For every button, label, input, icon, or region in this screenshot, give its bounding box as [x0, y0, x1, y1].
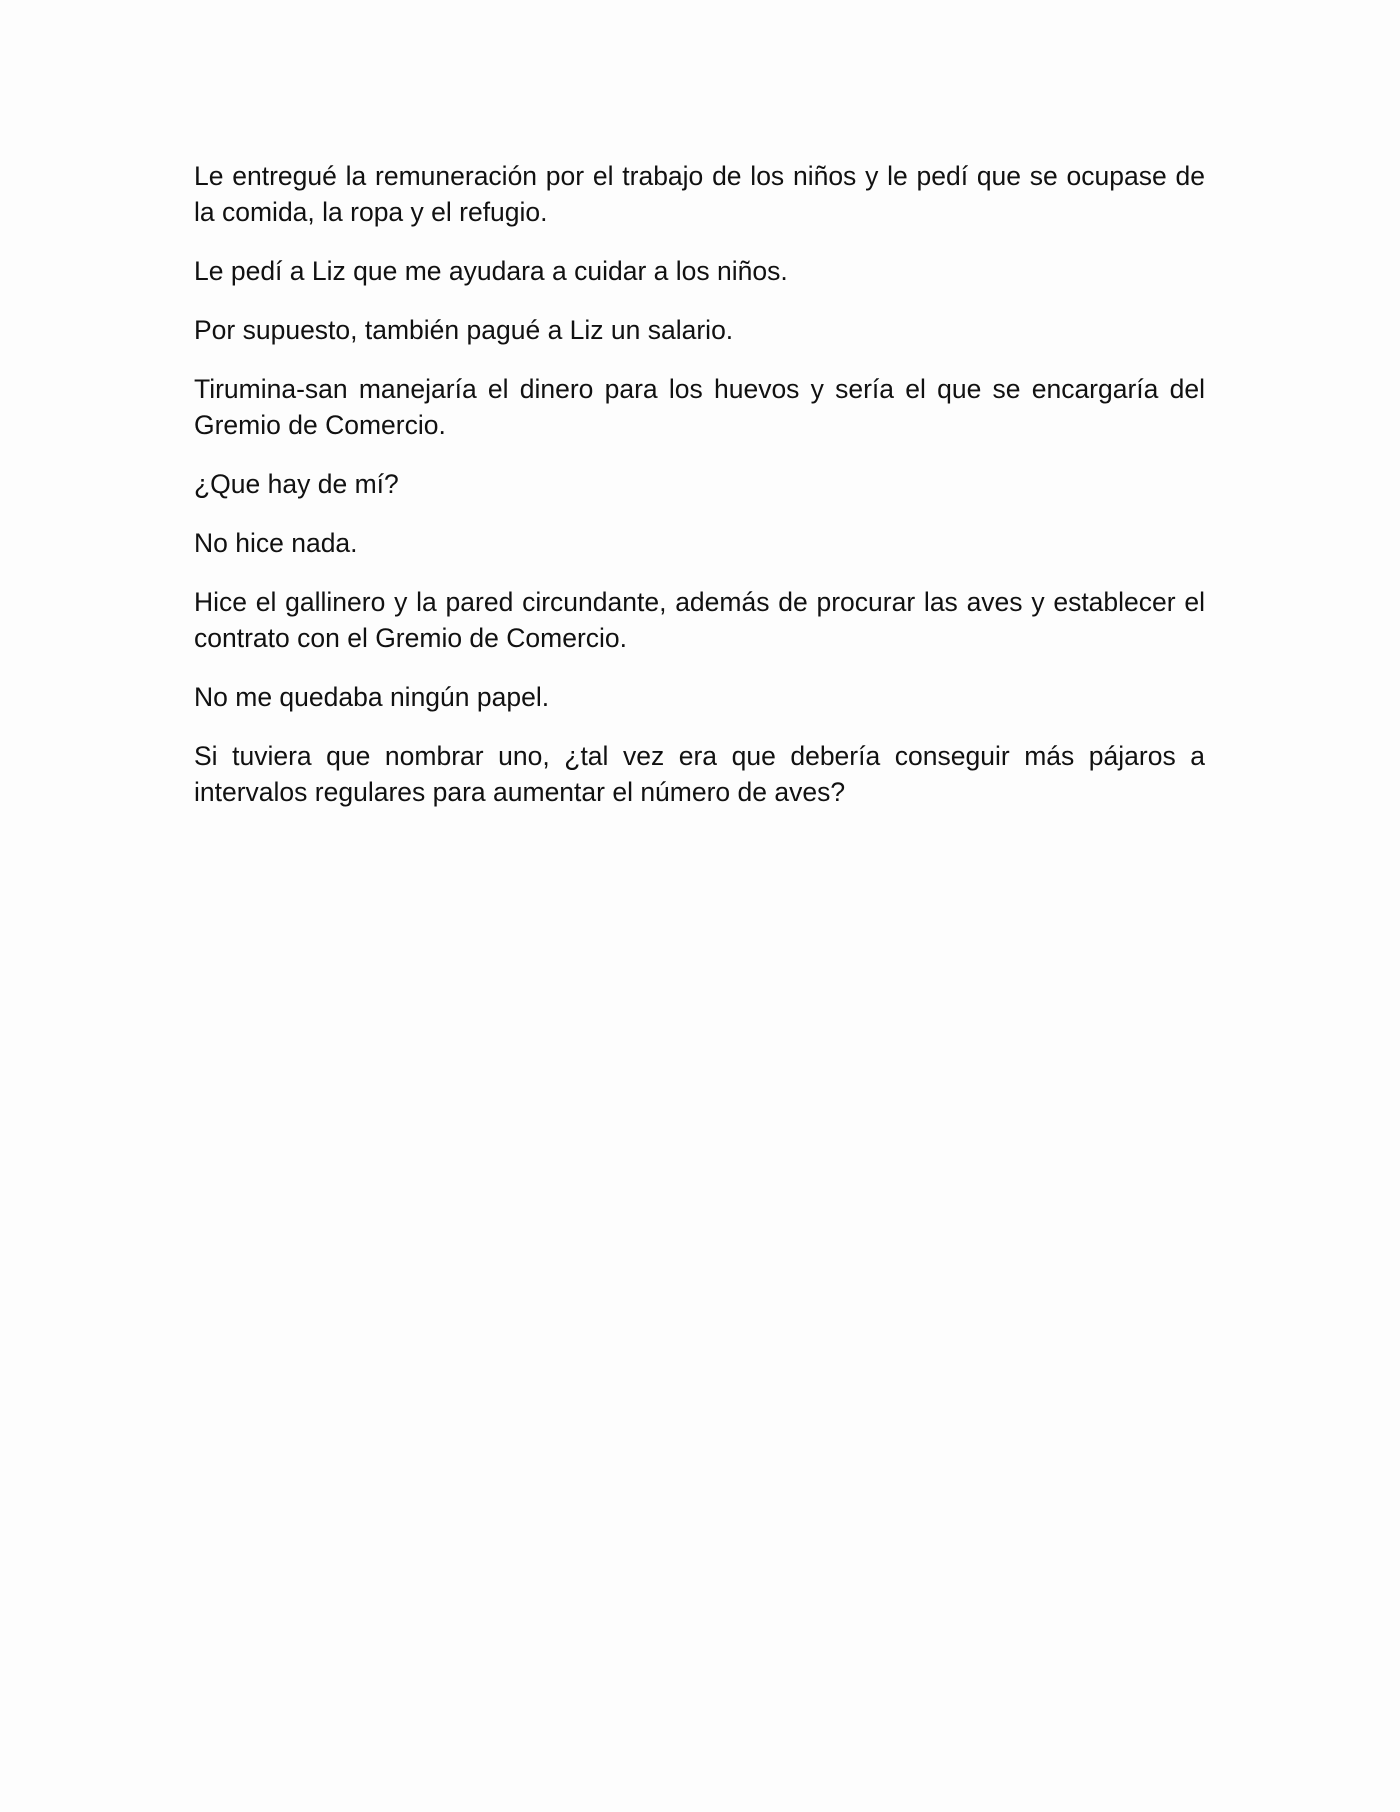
paragraph: No hice nada.	[194, 528, 358, 558]
paragraph: Tirumina-san manejaría el dinero para los huevos y sería el que se encargaría del Gremio de Comercio.	[194, 374, 1205, 440]
paragraph: Hice el gallinero y la pared circundante, además de procurar las aves y establecer el contrato con el Gremio de Comercio.	[194, 587, 1205, 653]
paragraph: Le entregué la remuneración por el trabajo de los niños y le pedí que se ocupase de la comida, la ropa y el refugio.	[194, 161, 1205, 227]
paragraph: Si tuviera que nombrar uno, ¿tal vez era que debería conseguir más pájaros a intervalos regulares para aumentar el número de aves?	[194, 741, 1205, 807]
paragraph: ¿Que hay de mí?	[194, 469, 399, 499]
paragraph: No me quedaba ningún papel.	[194, 682, 550, 712]
paragraph: Por supuesto, también pagué a Liz un salario.	[194, 315, 734, 345]
document-page	[194, 158, 1205, 833]
paragraph: Le pedí a Liz que me ayudara a cuidar a los niños.	[194, 256, 788, 286]
